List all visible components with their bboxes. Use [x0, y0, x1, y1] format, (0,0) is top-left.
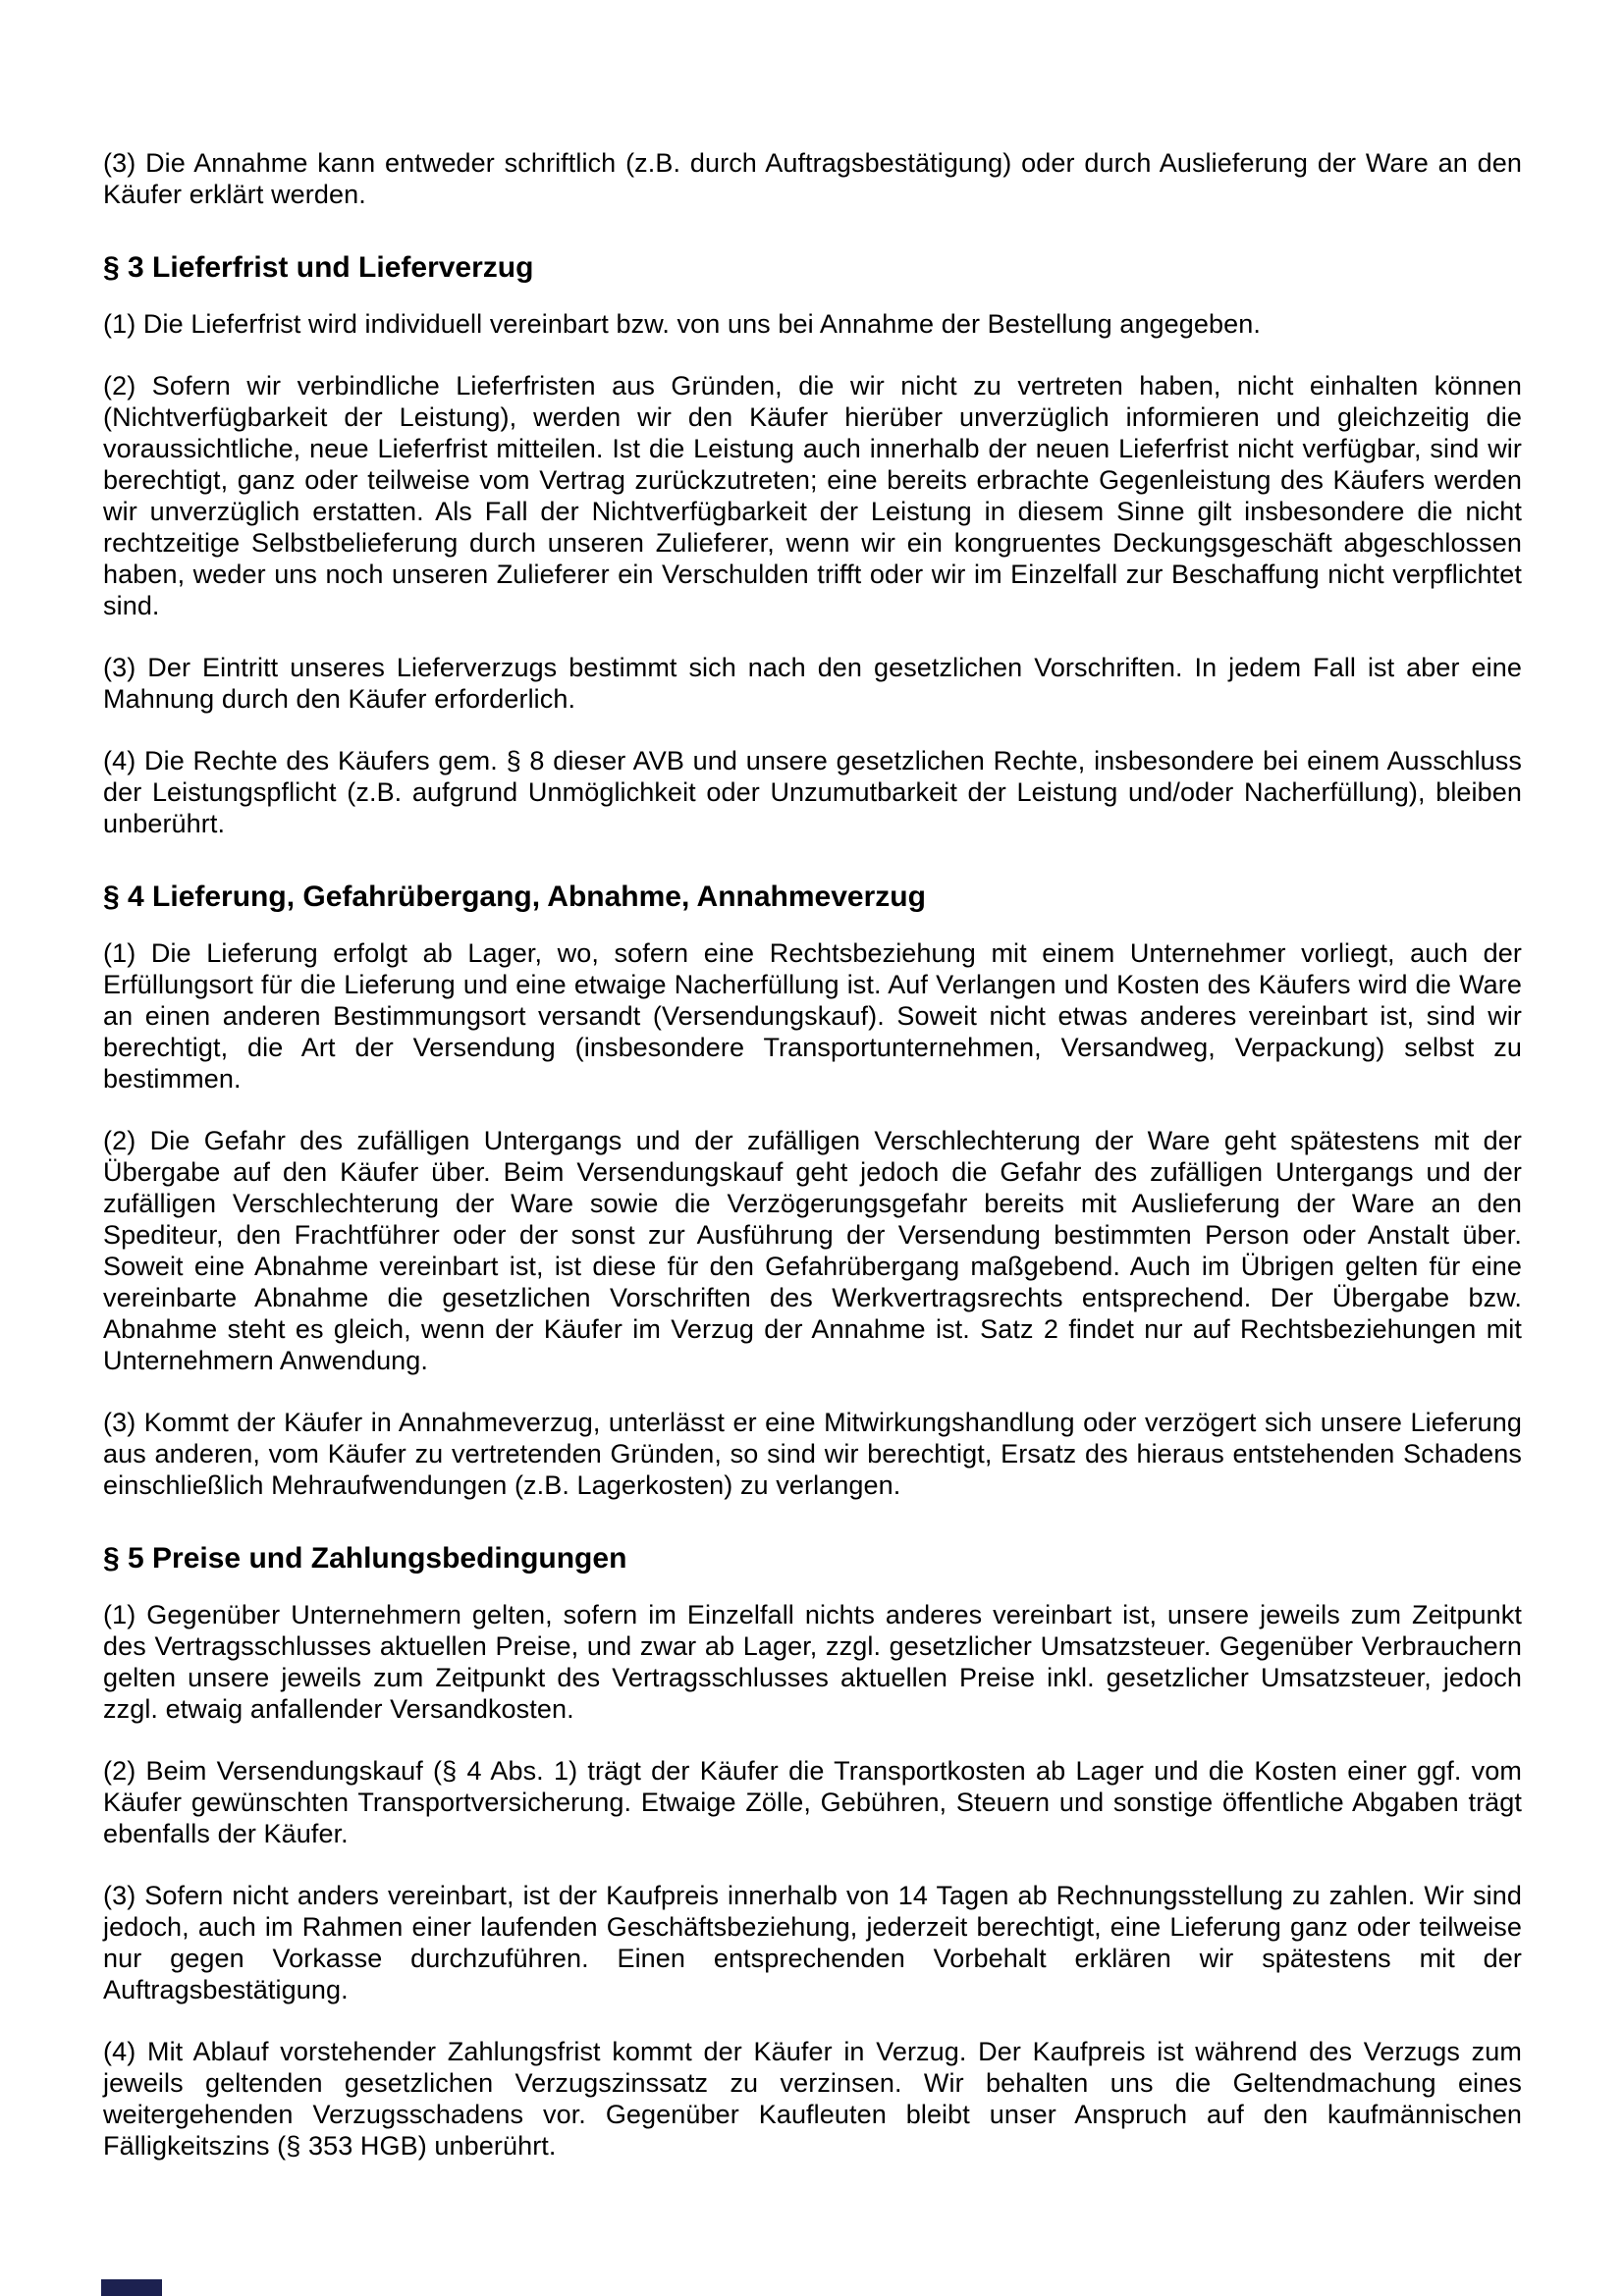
paragraph: (3) Der Eintritt unseres Lieferverzugs bestimmt sich nach den gesetzlichen Vorschriften. In jedem Fall ist aber eine Mahnung durch den Käufer erforderlich. — [103, 653, 1522, 714]
section-heading: § 3 Lieferfrist und Lieferverzug — [103, 251, 534, 284]
paragraph: (2) Sofern wir verbindliche Lieferfristen aus Gründen, die wir nicht zu vertreten haben, nicht einhalten können (Nichtverfügbarkeit der Leistung), werden wir den Käufer hierüber unverzüglich informieren und gleichzeitig die voraussichtliche, neue Lieferfrist mitteilen. Ist die Leistung auch innerhalb der neuen Lieferfrist nicht verfügbar, sind wir berechtigt, ganz oder teilweise vom Vertrag zurückzutreten; eine bereits erbrachte Gegenleistung des Käufers werden wir unverzüglich erstatten. Als Fall der Nichtverfügbarkeit der Leistung in diesem Sinne gilt insbesondere die nicht rechtzeitige Selbstbelieferung durch unseren Zulieferer, wenn wir ein kongruentes Deckungsgeschäft abgeschlossen haben, weder uns noch unseren Zulieferer ein Verschulden trifft oder wir im Einzelfall zur Beschaffung nicht verpflichtet sind. — [103, 371, 1522, 620]
paragraph: (4) Mit Ablauf vorstehender Zahlungsfrist kommt der Käufer in Verzug. Der Kaufpreis ist während des Verzugs zum jeweils geltenden gesetzlichen Verzugszinssatz zu verzinsen. Wir behalten uns die Geltendmachung eines weitergehenden Verzugsschadens vor. Gegenüber Kaufleuten bleibt unser Anspruch auf den kaufmännischen Fälligkeitszins (§ 353 HGB) unberührt. — [103, 2037, 1522, 2161]
paragraph: (1) Gegenüber Unternehmern gelten, sofern im Einzelfall nichts anderes vereinbart ist, unsere jeweils zum Zeitpunkt des Vertragsschlusses aktuellen Preise, und zwar ab Lager, zzgl. gesetzlicher Umsatzsteuer. Gegenüber Verbrauchern gelten unsere jeweils zum Zeitpunkt des Vertragsschlusses aktuellen Preise inkl. gesetzlicher Umsatzsteuer, jedoch zzgl. etwaig anfallender Versandkosten. — [103, 1600, 1522, 1724]
paragraph: (1) Die Lieferfrist wird individuell vereinbart bzw. von uns bei Annahme der Bestellung angegeben. — [103, 309, 1261, 339]
paragraph: (3) Sofern nicht anders vereinbart, ist der Kaufpreis innerhalb von 14 Tagen ab Rechnungsstellung zu zahlen. Wir sind jedoch, auch im Rahmen einer laufenden Geschäftsbeziehung, jederzeit berechtigt, eine Lieferung ganz oder teilweise nur gegen Vorkasse durchzuführen. Einen entsprechenden Vorbehalt erklären wir spätestens mit der Auftragsbestätigung. — [103, 1881, 1522, 2004]
paragraph: (2) Beim Versendungskauf (§ 4 Abs. 1) trägt der Käufer die Transportkosten ab Lager und die Kosten einer ggf. vom Käufer gewünschten Transportversicherung. Etwaige Zölle, Gebühren, Steuern und sonstige öffentliche Abgaben trägt ebenfalls der Käufer. — [103, 1756, 1522, 1848]
paragraph: (4) Die Rechte des Käufers gem. § 8 dieser AVB und unsere gesetzlichen Rechte, insbesondere bei einem Ausschluss der Leistungspflicht (z.B. aufgrund Unmöglichkeit oder Unzumutbarkeit der Leistung und/oder Nacherfüllung), bleiben unberührt. — [103, 746, 1522, 838]
paragraph: (1) Die Lieferung erfolgt ab Lager, wo, sofern eine Rechtsbeziehung mit einem Unternehmer vorliegt, auch der Erfüllungsort für die Lieferung und eine etwaige Nacherfüllung ist. Auf Verlangen und Kosten des Käufers wird die Ware an einen anderen Bestimmungsort versandt (Versendungskauf). Soweit nicht etwas anderes vereinbart ist, sind wir berechtigt, die Art der Versendung (insbesondere Transportunternehmen, Versandweg, Verpackung) selbst zu bestimmen. — [103, 938, 1522, 1094]
paragraph: (3) Kommt der Käufer in Annahmeverzug, unterlässt er eine Mitwirkungshandlung oder verzögert sich unsere Lieferung aus anderen, vom Käufer zu vertretenden Gründen, so sind wir berechtigt, Ersatz des hieraus entstehenden Schadens einschließlich Mehraufwendungen (z.B. Lagerkosten) zu verlangen. — [103, 1408, 1522, 1500]
section-heading: § 5 Preise und Zahlungsbedingungen — [103, 1542, 627, 1575]
section-heading: § 4 Lieferung, Gefahrübergang, Abnahme, Annahmeverzug — [103, 881, 926, 913]
paragraph: (3) Die Annahme kann entweder schriftlich (z.B. durch Auftragsbestätigung) oder durch Auslieferung der Ware an den Käufer erklärt werden. — [103, 148, 1522, 209]
paragraph: (2) Die Gefahr des zufälligen Untergangs und der zufälligen Verschlechterung der Ware geht spätestens mit der Übergabe auf den Käufer über. Beim Versendungskauf geht jedoch die Gefahr des zufälligen Untergangs und der zufälligen Verschlechterung der Ware sowie die Verzögerungsgefahr bereits mit Auslieferung der Ware an den Spediteur, den Frachtführer oder der sonst zur Ausführung der Versendung bestimmten Person oder Anstalt über. Soweit eine Abnahme vereinbart ist, ist diese für den Gefahrübergang maßgebend. Auch im Übrigen gelten für eine vereinbarte Abnahme die gesetzlichen Vorschriften des Werkvertragsrechts entsprechend. Der Übergabe bzw. Abnahme steht es gleich, wenn der Käufer im Verzug der Annahme ist. Satz 2 findet nur auf Rechtsbeziehungen mit Unternehmern Anwendung. — [103, 1126, 1522, 1375]
next-page-fragment — [101, 2279, 162, 2296]
